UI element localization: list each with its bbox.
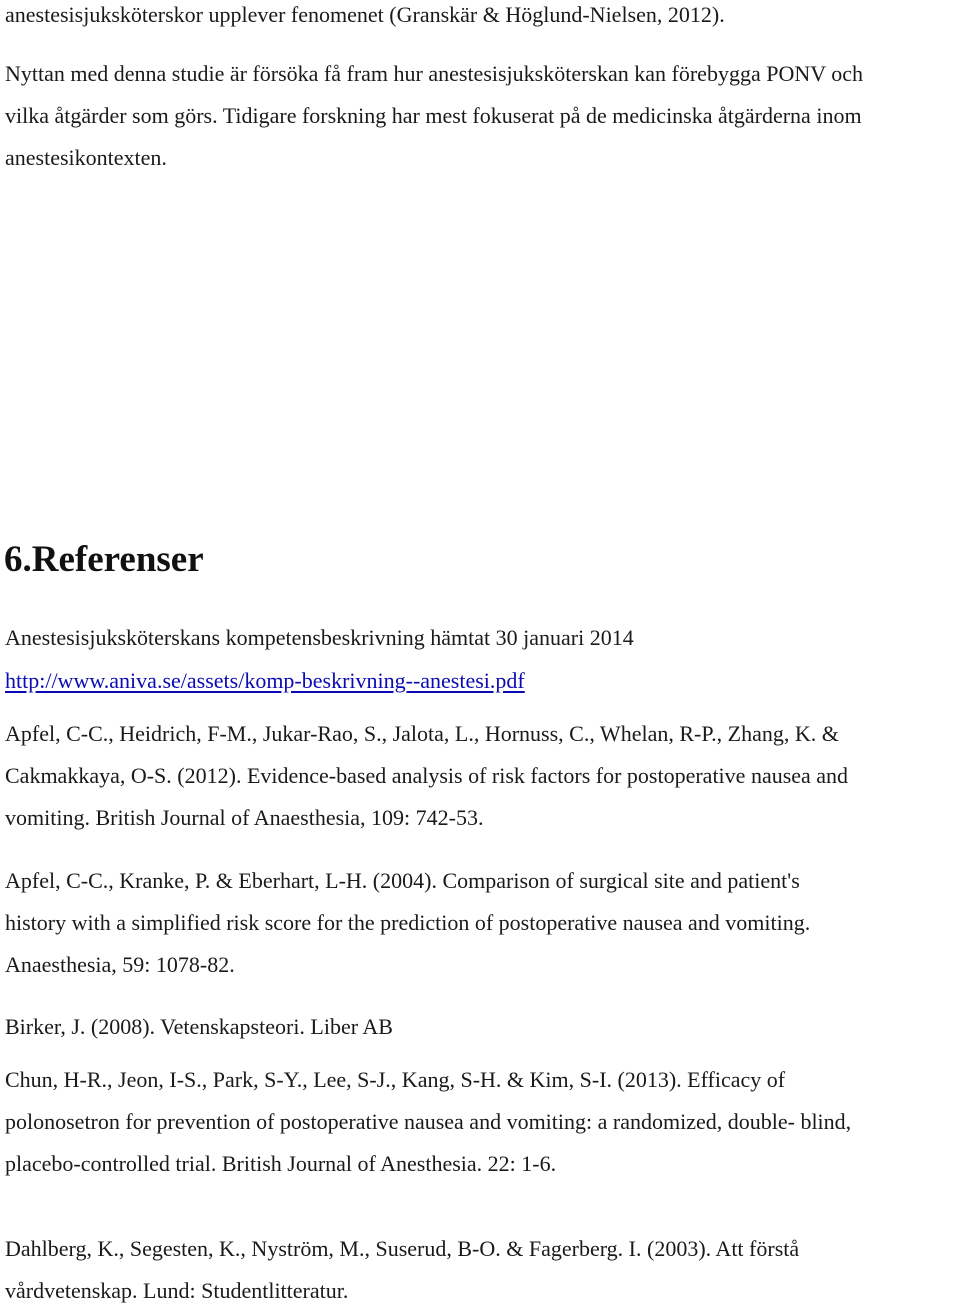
reference-5-line-1: Chun, H-R., Jeon, I-S., Park, S-Y., Lee, S-J., Kang, S-H. & Kim, S-I. (2013). Efficacy of [5, 1067, 786, 1092]
intro-line-2: Nyttan med denna studie är försöka få fram hur anestesisjuksköterskan kan förebygga PONV och [5, 61, 863, 86]
reference-6-line-2: vårdvetenskap. Lund: Studentlitteratur. [5, 1278, 349, 1303]
section-heading-references: 6.Referenser [4, 539, 204, 580]
reference-2-line-2: Cakmakkaya, O-S. (2012). Evidence-based analysis of risk factors for postoperative nausea and [5, 763, 849, 788]
reference-4-line-1: Birker, J. (2008). Vetenskapsteori. Liber AB [5, 1014, 393, 1039]
reference-3-line-2: history with a simplified risk score for the prediction of postoperative nausea and vomiting. [5, 910, 811, 935]
reference-5-line-3: placebo-controlled trial. British Journal of Anesthesia. 22: 1-6. [5, 1151, 557, 1176]
reference-5-line-2: polonosetron for prevention of postoperative nausea and vomiting: a randomized, double- blind, [5, 1109, 852, 1134]
reference-1-link[interactable]: http://www.aniva.se/assets/komp-beskrivning--anestesi.pdf [5, 668, 525, 693]
reference-2-line-3: vomiting. British Journal of Anaesthesia, 109: 742-53. [5, 805, 484, 830]
intro-line-4: anestesikontexten. [5, 145, 167, 170]
reference-6-line-1: Dahlberg, K., Segesten, K., Nyström, M., Suserud, B-O. & Fagerberg. I. (2003). Att förstå [5, 1236, 800, 1261]
reference-1-text: Anestesisjuksköterskans kompetensbeskrivning hämtat 30 januari 2014 [5, 625, 634, 650]
intro-line-3: vilka åtgärder som görs. Tidigare forskning har mest fokuserat på de medicinska åtgärderna inom [5, 103, 862, 128]
reference-3-line-1: Apfel, C-C., Kranke, P. & Eberhart, L-H. (2004). Comparison of surgical site and patient's [5, 868, 800, 893]
reference-3-line-3: Anaesthesia, 59: 1078-82. [5, 952, 235, 977]
intro-line-1: anestesisjuksköterskor upplever fenomenet (Granskär & Höglund-Nielsen, 2012). [5, 2, 725, 27]
reference-2-line-1: Apfel, C-C., Heidrich, F-M., Jukar-Rao, S., Jalota, L., Hornuss, C., Whelan, R-P., Zhang, K. & [5, 721, 839, 746]
